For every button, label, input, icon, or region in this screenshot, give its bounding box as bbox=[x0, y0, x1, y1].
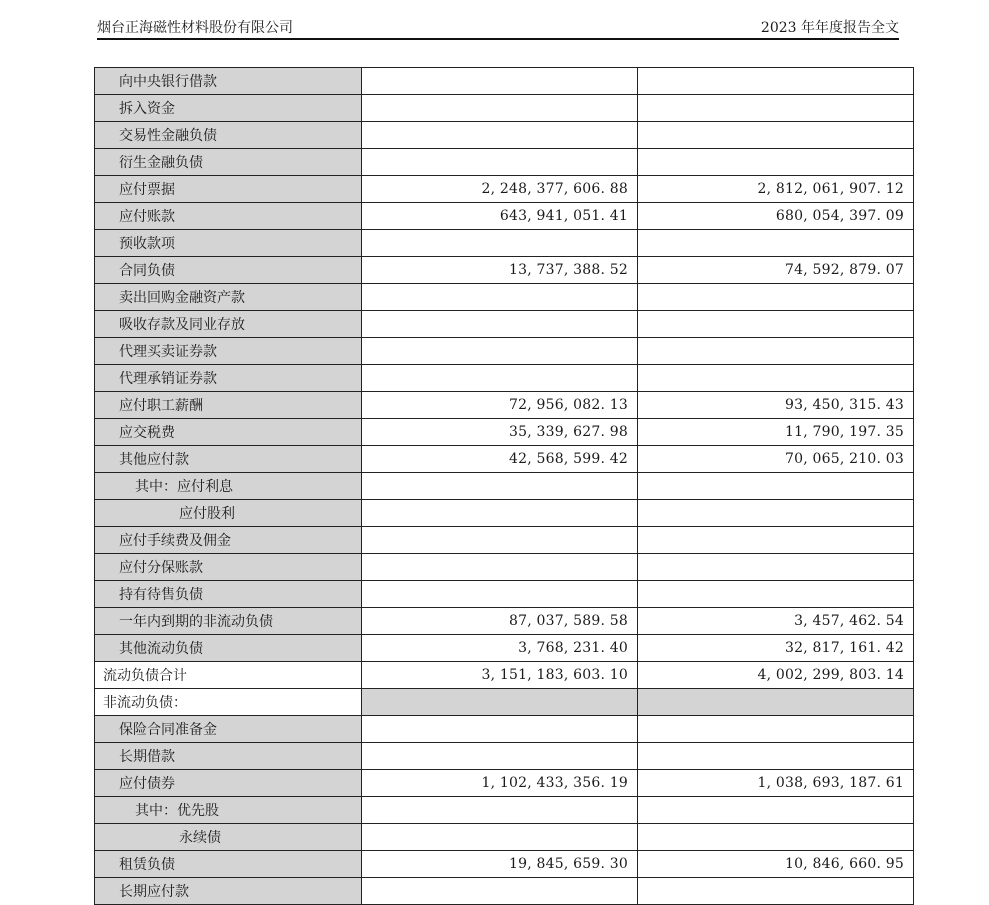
current-value bbox=[362, 284, 638, 311]
row-label: 持有待售负债 bbox=[95, 581, 362, 608]
current-value bbox=[362, 716, 638, 743]
row-label: 代理买卖证券款 bbox=[95, 338, 362, 365]
row-label: 向中央银行借款 bbox=[95, 68, 362, 95]
row-label: 流动负债合计 bbox=[95, 662, 362, 689]
row-label: 应付手续费及佣金 bbox=[95, 527, 362, 554]
current-value: 13, 737, 388. 52 bbox=[362, 257, 638, 284]
row-label: 衍生金融负债 bbox=[95, 149, 362, 176]
section-header-row bbox=[95, 689, 914, 716]
row-label: 应付职工薪酬 bbox=[95, 392, 362, 419]
prior-value bbox=[638, 500, 914, 527]
current-value bbox=[362, 311, 638, 338]
row-label: 拆入资金 bbox=[95, 95, 362, 122]
prior-value bbox=[638, 689, 914, 716]
current-value bbox=[362, 527, 638, 554]
table-row bbox=[95, 365, 914, 392]
current-value: 1, 102, 433, 356. 19 bbox=[362, 770, 638, 797]
current-value: 2, 248, 377, 606. 88 bbox=[362, 176, 638, 203]
row-label: 其他流动负债 bbox=[95, 635, 362, 662]
row-label: 其他应付款 bbox=[95, 446, 362, 473]
current-value bbox=[362, 689, 638, 716]
row-label: 代理承销证券款 bbox=[95, 365, 362, 392]
prior-value bbox=[638, 473, 914, 500]
current-value bbox=[362, 230, 638, 257]
prior-value: 93, 450, 315. 43 bbox=[638, 392, 914, 419]
prior-value bbox=[638, 581, 914, 608]
row-label: 保险合同准备金 bbox=[95, 716, 362, 743]
current-value: 35, 339, 627. 98 bbox=[362, 419, 638, 446]
current-value bbox=[362, 797, 638, 824]
prior-value: 680, 054, 397. 09 bbox=[638, 203, 914, 230]
report-title: 2023 年年度报告全文 bbox=[760, 20, 899, 36]
table-row bbox=[95, 743, 914, 770]
table-row bbox=[95, 824, 914, 851]
table-row bbox=[95, 554, 914, 581]
row-label: 应交税费 bbox=[95, 419, 362, 446]
prior-value bbox=[638, 68, 914, 95]
row-label: 应付账款 bbox=[95, 203, 362, 230]
current-value: 3, 151, 183, 603. 10 bbox=[362, 662, 638, 689]
prior-value bbox=[638, 365, 914, 392]
table-row bbox=[95, 473, 914, 500]
table-row bbox=[95, 176, 914, 203]
table-row bbox=[95, 770, 914, 797]
row-label: 非流动负债： bbox=[95, 689, 362, 716]
table-row bbox=[95, 392, 914, 419]
row-label: 交易性金融负债 bbox=[95, 122, 362, 149]
prior-value: 11, 790, 197. 35 bbox=[638, 419, 914, 446]
prior-value bbox=[638, 311, 914, 338]
row-label: 应付票据 bbox=[95, 176, 362, 203]
current-value: 42, 568, 599. 42 bbox=[362, 446, 638, 473]
current-value bbox=[362, 95, 638, 122]
row-label: 卖出回购金融资产款 bbox=[95, 284, 362, 311]
company-name: 烟台正海磁性材料股份有限公司 bbox=[97, 20, 293, 36]
current-value bbox=[362, 122, 638, 149]
table-row bbox=[95, 581, 914, 608]
row-label: 一年内到期的非流动负债 bbox=[95, 608, 362, 635]
row-label: 合同负债 bbox=[95, 257, 362, 284]
table-row bbox=[95, 527, 914, 554]
current-value bbox=[362, 68, 638, 95]
prior-value bbox=[638, 554, 914, 581]
prior-value bbox=[638, 797, 914, 824]
table-row bbox=[95, 878, 914, 905]
table-row bbox=[95, 122, 914, 149]
prior-value bbox=[638, 716, 914, 743]
current-value: 72, 956, 082. 13 bbox=[362, 392, 638, 419]
prior-value: 2, 812, 061, 907. 12 bbox=[638, 176, 914, 203]
current-value: 19, 845, 659. 30 bbox=[362, 851, 638, 878]
current-value bbox=[362, 824, 638, 851]
row-label: 永续债 bbox=[95, 824, 362, 851]
table-row bbox=[95, 257, 914, 284]
row-label: 应付债券 bbox=[95, 770, 362, 797]
row-label: 吸收存款及同业存放 bbox=[95, 311, 362, 338]
table-row bbox=[95, 203, 914, 230]
prior-value bbox=[638, 338, 914, 365]
current-value bbox=[362, 500, 638, 527]
row-label: 应付股利 bbox=[95, 500, 362, 527]
prior-value bbox=[638, 824, 914, 851]
prior-value bbox=[638, 95, 914, 122]
row-label: 其中：优先股 bbox=[95, 797, 362, 824]
row-label: 其中：应付利息 bbox=[95, 473, 362, 500]
current-value bbox=[362, 149, 638, 176]
current-value bbox=[362, 581, 638, 608]
prior-value: 3, 457, 462. 54 bbox=[638, 608, 914, 635]
current-value bbox=[362, 365, 638, 392]
table-row bbox=[95, 500, 914, 527]
prior-value bbox=[638, 527, 914, 554]
total-row bbox=[95, 662, 914, 689]
table-row bbox=[95, 419, 914, 446]
row-label: 租赁负债 bbox=[95, 851, 362, 878]
current-value bbox=[362, 554, 638, 581]
row-label: 长期应付款 bbox=[95, 878, 362, 905]
page-header bbox=[97, 14, 899, 40]
table-row bbox=[95, 284, 914, 311]
prior-value bbox=[638, 878, 914, 905]
prior-value: 4, 002, 299, 803. 14 bbox=[638, 662, 914, 689]
current-value bbox=[362, 878, 638, 905]
table-row bbox=[95, 446, 914, 473]
table-row bbox=[95, 68, 914, 95]
table-row bbox=[95, 311, 914, 338]
current-value bbox=[362, 338, 638, 365]
prior-value: 10, 846, 660. 95 bbox=[638, 851, 914, 878]
row-label: 应付分保账款 bbox=[95, 554, 362, 581]
prior-value: 32, 817, 161. 42 bbox=[638, 635, 914, 662]
prior-value bbox=[638, 230, 914, 257]
row-label: 预收款项 bbox=[95, 230, 362, 257]
prior-value bbox=[638, 743, 914, 770]
current-value: 3, 768, 231. 40 bbox=[362, 635, 638, 662]
table-row bbox=[95, 608, 914, 635]
current-value: 87, 037, 589. 58 bbox=[362, 608, 638, 635]
prior-value: 1, 038, 693, 187. 61 bbox=[638, 770, 914, 797]
current-value: 643, 941, 051. 41 bbox=[362, 203, 638, 230]
table-row bbox=[95, 95, 914, 122]
prior-value bbox=[638, 122, 914, 149]
current-value bbox=[362, 473, 638, 500]
prior-value bbox=[638, 149, 914, 176]
row-label: 长期借款 bbox=[95, 743, 362, 770]
table-row bbox=[95, 635, 914, 662]
table-row bbox=[95, 338, 914, 365]
balance-sheet-table bbox=[94, 67, 914, 905]
table-row bbox=[95, 716, 914, 743]
prior-value bbox=[638, 284, 914, 311]
prior-value: 70, 065, 210. 03 bbox=[638, 446, 914, 473]
current-value bbox=[362, 743, 638, 770]
prior-value: 74, 592, 879. 07 bbox=[638, 257, 914, 284]
table-row bbox=[95, 230, 914, 257]
table-row bbox=[95, 149, 914, 176]
table-row bbox=[95, 797, 914, 824]
table-row bbox=[95, 851, 914, 878]
